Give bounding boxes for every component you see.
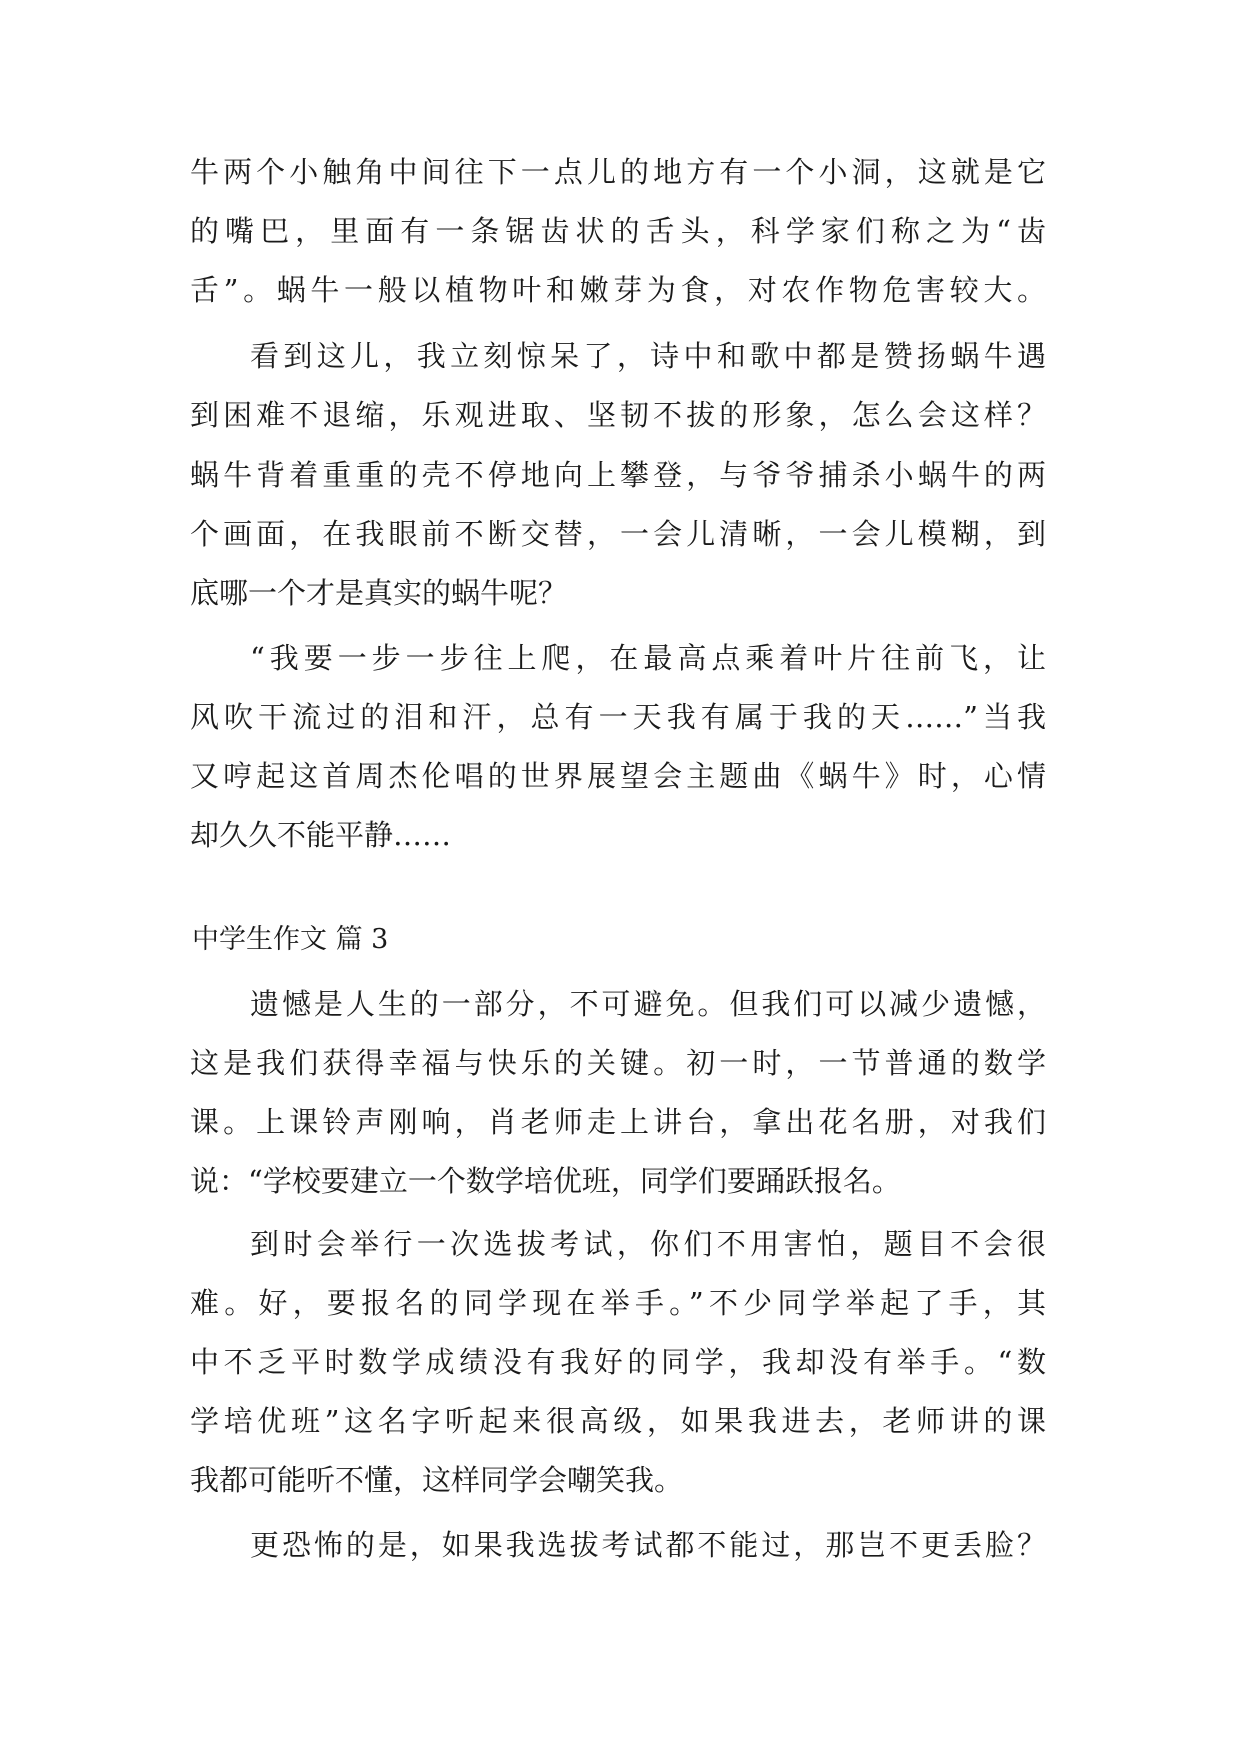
text-line: 更恐怖的是，如果我选拔考试都不能过，那岂不更丢脸？ (250, 1528, 1046, 1562)
text-line: 难。好，要报名的同学现在举手。”不少同学举起了手，其 (190, 1286, 1046, 1320)
text-line: 看到这儿，我立刻惊呆了，诗中和歌中都是赞扬蜗牛遇 (250, 339, 1046, 373)
text-line: 的嘴巴，里面有一条锯齿状的舌头，科学家们称之为“齿 (190, 214, 1046, 248)
text-line: 中不乏平时数学成绩没有我好的同学，我却没有举手。“数 (190, 1345, 1046, 1379)
text-line: 学培优班”这名字听起来很高级，如果我进去，老师讲的课 (190, 1404, 1046, 1438)
text-line: 我都可能听不懂，这样同学会嘲笑我。 (190, 1463, 684, 1497)
text-line: “我要一步一步往上爬，在最高点乘着叶片往前飞，让 (250, 641, 1046, 675)
text-line: 课。上课铃声刚响，肖老师走上讲台，拿出花名册，对我们 (190, 1105, 1046, 1139)
text-line: 个画面，在我眼前不断交替，一会儿清晰，一会儿模糊，到 (190, 517, 1046, 551)
text-line: 牛两个小触角中间往下一点儿的地方有一个小洞，这就是它 (190, 155, 1046, 189)
text-line: 蜗牛背着重重的壳不停地向上攀登，与爷爷捕杀小蜗牛的两 (190, 458, 1046, 492)
text-line: 又哼起这首周杰伦唱的世界展望会主题曲《蜗牛》时，心情 (190, 759, 1046, 793)
text-line: 风吹干流过的泪和汗，总有一天我有属于我的天……”当我 (190, 700, 1046, 734)
text-line: 遗憾是人生的一部分，不可避免。但我们可以减少遗憾， (250, 987, 1046, 1021)
text-line: 舌”。蜗牛一般以植物叶和嫩芽为食，对农作物危害较大。 (190, 273, 1046, 307)
text-line: 却久久不能平静…… (190, 818, 452, 852)
text-line: 到时会举行一次选拔考试，你们不用害怕，题目不会很 (250, 1227, 1046, 1261)
text-line: 说：“学校要建立一个数学培优班，同学们要踊跃报名。 (190, 1164, 901, 1198)
text-line: 到困难不退缩，乐观进取、坚韧不拔的形象，怎么会这样？ (190, 398, 1046, 432)
text-line: 这是我们获得幸福与快乐的关键。初一时，一节普通的数学 (190, 1046, 1046, 1080)
section-heading: 中学生作文 篇 3 (192, 924, 389, 955)
text-line: 底哪一个才是真实的蜗牛呢？ (190, 576, 568, 610)
